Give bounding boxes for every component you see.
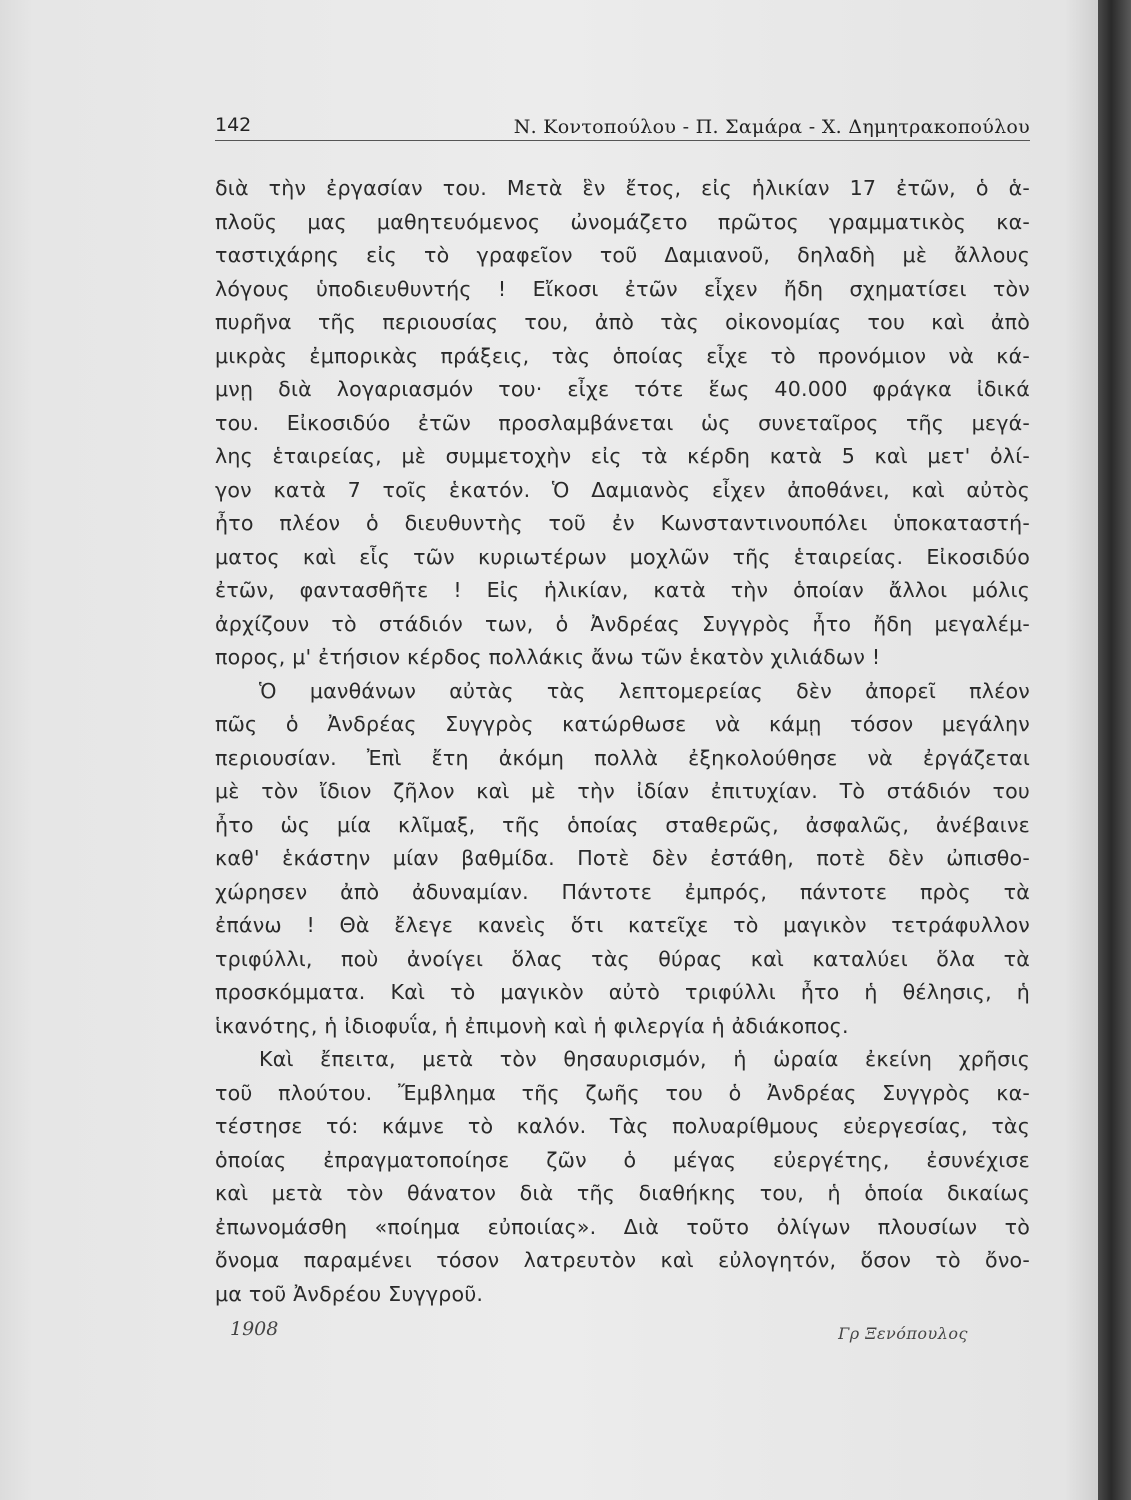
text-line: γον κατὰ 7 τοῖς ἑκατόν. Ὁ Δαμιανὸς εἶχεν ἀποθάνει, καὶ αὐτὸς [215,477,1030,502]
text-line: ἐπάνω ! Θὰ ἔλεγε κανεὶς ὅτι κατεῖχε τὸ μαγικὸν τετράφυλλον [215,913,1030,937]
text-line: πῶς ὁ Ἀνδρέας Συγγρὸς κατώρθωσε νὰ κάμῃ τόσον μεγάλην [215,712,1030,736]
page-edge-shadow [1098,0,1131,1500]
page-header [215,110,1030,141]
text-line: Καὶ ἔπειτα, μετὰ τὸν θησαυρισμόν, ἡ ὡραία ἐκείνη χρῆσις [259,1047,1030,1071]
text-line: προσκόμματα. Καὶ τὸ μαγικὸν αὐτὸ τριφύλλι ἦτο ἡ θέλησις, ἡ [215,980,1030,1004]
footer-year: 1908 [230,1318,279,1340]
text-line: καὶ μετὰ τὸν θάνατον διὰ τῆς διαθήκης του, ἡ ὁποία δικαίως [215,1181,1030,1205]
text-line: λης ἑταιρείας, μὲ συμμετοχὴν εἰς τὰ κέρδη κατὰ 5 καὶ μετ' ὀλί- [215,444,1030,468]
text-line: ἦτο ὡς μία κλῖμαξ, τῆς ὁποίας σταθερῶς, ἀσφαλῶς, ἀνέβαινε [215,812,1030,837]
text-line: πλοῦς μας μαθητευόμενος ὠνομάζετο πρῶτος γραμματικὸς κα- [215,209,1030,234]
text-line: περιουσίαν. Ἐπὶ ἔτη ἀκόμη πολλὰ ἐξηκολούθησε νὰ ἐργάζεται [215,745,1030,770]
body-text [215,172,1030,1311]
text-line: μὲ τὸν ἴδιον ζῆλον καὶ μὲ τὴν ἰδίαν ἐπιτυχίαν. Τὸ στάδιόν του [215,779,1030,803]
text-line: ταστιχάρης εἰς τὸ γραφεῖον τοῦ Δαμιανοῦ, δηλαδὴ μὲ ἄλλους [215,243,1030,267]
running-head: Ν. Κοντοπούλου - Π. Σαμάρα - Χ. Δημητρακοπούλου [513,116,1030,138]
text-line: διὰ τὴν ἐργασίαν του. Μετὰ ἓν ἔτος, εἰς ἡλικίαν 17 ἐτῶν, ὁ ἁ- [215,176,1030,200]
text-line: ἱκανότης, ἡ ἰδιοφυΐα, ἡ ἐπιμονὴ καὶ ἡ φιλεργία ἡ ἀδιάκοπος. [215,1013,849,1038]
page-number: 142 [215,114,252,136]
text-line: μικρὰς ἐμπορικὰς πράξεις, τὰς ὁποίας εἶχε τὸ προνόμιον νὰ κά- [215,343,1030,368]
text-line: ἦτο πλέον ὁ διευθυντὴς τοῦ ἐν Κωνσταντινουπόλει ὑποκαταστή- [215,511,1030,535]
text-line: τριφύλλι, ποὺ ἀνοίγει ὅλας τὰς θύρας καὶ καταλύει ὅλα τὰ [215,946,1030,971]
text-line: καθ' ἑκάστην μίαν βαθμίδα. Ποτὲ δὲν ἐστάθη, ποτὲ δὲν ὠπισθο- [215,846,1030,870]
text-line: μνῃ διὰ λογαριασμόν του· εἶχε τότε ἕως 40.000 φράγκα ἰδικά [215,377,1030,401]
text-line: ματος καὶ εἷς τῶν κυριωτέρων μοχλῶν τῆς ἑταιρείας. Εἰκοσιδύο [215,544,1030,569]
text-line: ἐπωνομάσθη «ποίημα εὐποιίας». Διὰ τοῦτο ὀλίγων πλουσίων τὸ [215,1214,1030,1239]
text-line: τοῦ πλούτου. Ἔμβλημα τῆς ζωῆς του ὁ Ἀνδρέας Συγγρὸς κα- [215,1080,1030,1105]
text-line: λόγους ὑποδιευθυντής ! Εἴκοσι ἐτῶν εἶχεν ἤδη σχηματίσει τὸν [215,276,1030,301]
text-line: του. Εἰκοσιδύο ἐτῶν προσλαμβάνεται ὡς συνεταῖρος τῆς μεγά- [215,410,1030,435]
text-line: Ὁ μανθάνων αὐτὰς τὰς λεπτομερείας δὲν ἀπορεῖ πλέον [259,678,1030,703]
footer-author: Γρ Ξενόπουλος [838,1324,968,1343]
text-line: ἐτῶν, φαντασθῆτε ! Εἰς ἡλικίαν, κατὰ τὴν ὁποίαν ἄλλοι μόλις [215,578,1030,602]
text-line: πυρῆνα τῆς περιουσίας του, ἀπὸ τὰς οἰκονομίας του καὶ ἀπὸ [215,310,1030,334]
text-line: χώρησεν ἀπὸ ἀδυναμίαν. Πάντοτε ἐμπρός, πάντοτε πρὸς τὰ [215,879,1030,904]
text-line: ὄνομα παραμένει τόσον λατρευτὸν καὶ εὐλογητόν, ὅσον τὸ ὄνο- [215,1248,1030,1272]
text-line: τέστησε τό: κάμνε τὸ καλόν. Τὰς πολυαρίθμους εὐεργεσίας, τὰς [215,1114,1030,1138]
text-line: πορος, μ' ἐτήσιον κέρδος πολλάκις ἄνω τῶν ἑκατὸν χιλιάδων ! [215,645,881,669]
text-line: ἀρχίζουν τὸ στάδιόν των, ὁ Ἀνδρέας Συγγρὸς ἦτο ἤδη μεγαλέμ- [215,611,1030,636]
text-line: μα τοῦ Ἀνδρέου Συγγροῦ. [215,1281,484,1306]
text-line: ὁποίας ἐπραγματοποίησε ζῶν ὁ μέγας εὐεργέτης, ἐσυνέχισε [215,1147,1030,1172]
